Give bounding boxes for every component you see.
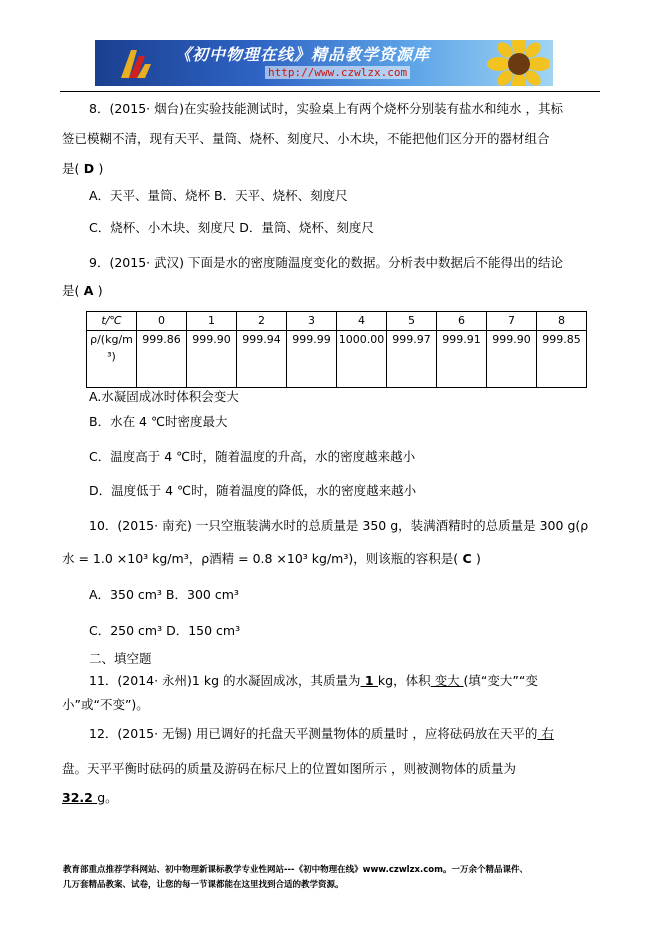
temp-cell: 0 bbox=[137, 312, 187, 331]
temp-cell: 1 bbox=[187, 312, 237, 331]
q8-line1: 8．(2015· 烟台)在实验技能测试时，实验桌上有两个烧杯分别装有盐水和纯水 ，其标 bbox=[89, 101, 563, 116]
q9-option-a: A.水凝固成冰时体积会变大 bbox=[89, 389, 239, 404]
temperature-header: t/℃ bbox=[87, 312, 137, 331]
temp-cell: 6 bbox=[437, 312, 487, 331]
q8-answer-prefix: 是( bbox=[62, 161, 80, 176]
q11-line2: 小”或“不变”)。 bbox=[62, 697, 149, 712]
sunflower-icon bbox=[479, 40, 549, 86]
density-cell: 999.85 bbox=[537, 331, 587, 388]
q8-line3 bbox=[62, 159, 103, 177]
q11-middle: kg，体积 bbox=[377, 673, 431, 688]
q12-prefix: 12．(2015· 无锡) 用已调好的托盘天平测量物体的质量时 ，应将砝码放在天平的 bbox=[89, 726, 538, 741]
q12-line1 bbox=[89, 724, 554, 742]
header-banner bbox=[95, 40, 553, 86]
q8-answer: D bbox=[79, 161, 99, 176]
banner-title: 《初中物理在线》精品教学资源库 bbox=[175, 45, 431, 64]
q9-answer: A bbox=[79, 283, 98, 298]
density-header: ρ/(kg/m³) bbox=[87, 331, 137, 388]
q9-answer-prefix: 是( bbox=[62, 283, 80, 298]
q9-line1: 9．(2015· 武汉) 下面是水的密度随温度变化的数据。分析表中数据后不能得出的结论 bbox=[89, 255, 563, 270]
temp-cell: 8 bbox=[537, 312, 587, 331]
q9-option-c: C．温度高于 4 ℃时，随着温度的升高，水的密度越来越小 bbox=[89, 449, 416, 464]
q10-answer: C bbox=[458, 551, 476, 566]
temp-cell: 5 bbox=[387, 312, 437, 331]
q10-answer-prefix: 水 = 1.0 ×10³ kg/m³，ρ酒精 = 0.8 ×10³ kg/m³)，则该瓶的容积是( bbox=[62, 551, 459, 566]
q8-line2: 签已模糊不清，现有天平、量筒、烧杯、刻度尺、小木块，不能把他们区分开的器材组合 bbox=[62, 131, 550, 146]
temp-cell: 4 bbox=[337, 312, 387, 331]
density-cell: 999.91 bbox=[437, 331, 487, 388]
q12-suffix: g。 bbox=[97, 790, 118, 805]
temp-cell: 7 bbox=[487, 312, 537, 331]
header-rule bbox=[60, 91, 600, 92]
density-cell: 999.99 bbox=[287, 331, 337, 388]
density-table bbox=[86, 311, 587, 388]
q10-line2 bbox=[62, 549, 481, 567]
density-cell: 999.86 bbox=[137, 331, 187, 388]
q9-line2 bbox=[62, 281, 103, 299]
section-heading: 二、填空题 bbox=[89, 651, 152, 666]
density-row bbox=[87, 331, 587, 388]
footer-line2: 几万套精品教案、试卷，让您的每一节课都能在这里找到合适的教学资源。 bbox=[63, 880, 344, 890]
q8-option-c-d: C．烧杯、小木块、刻度尺 D．量筒、烧杯、刻度尺 bbox=[89, 220, 374, 235]
page-footer bbox=[63, 863, 528, 893]
q9-option-b: B．水在 4 ℃时密度最大 bbox=[89, 414, 228, 429]
temperature-row bbox=[87, 312, 587, 331]
q12-line2: 盘。天平平衡时砝码的质量及游码在标尺上的位置如图所示 ，则被测物体的质量为 bbox=[62, 761, 516, 776]
banner-url[interactable]: http://www.czwlzx.com bbox=[265, 66, 410, 79]
q10-option-a-b: A．350 cm³ B．300 cm³ bbox=[89, 587, 239, 602]
density-cell: 1000.00 bbox=[337, 331, 387, 388]
density-cell: 999.94 bbox=[237, 331, 287, 388]
density-cell: 999.90 bbox=[187, 331, 237, 388]
q11-blank-volume: 变大 bbox=[430, 673, 464, 688]
q11-line1 bbox=[89, 671, 538, 689]
q11-blank-mass: 1 bbox=[360, 673, 378, 688]
q10-answer-suffix: ) bbox=[476, 551, 481, 566]
q12-blank-mass: 32.2 bbox=[62, 790, 98, 805]
q12-blank-pan: 右 bbox=[537, 726, 554, 741]
q8-option-a-b: A．天平、量筒、烧杯 B．天平、烧杯、刻度尺 bbox=[89, 188, 348, 203]
q12-line3 bbox=[62, 788, 118, 806]
q10-option-c-d: C．250 cm³ D．150 cm³ bbox=[89, 623, 241, 638]
q11-prefix: 11．(2014· 永州)1 kg 的水凝固成冰，其质量为 bbox=[89, 673, 361, 688]
temp-cell: 3 bbox=[287, 312, 337, 331]
q11-suffix: (填“变大”“变 bbox=[463, 673, 538, 688]
q9-option-d: D．温度低于 4 ℃时，随着温度的降低，水的密度越来越小 bbox=[89, 483, 417, 498]
site-logo-icon bbox=[115, 44, 155, 82]
density-cell: 999.90 bbox=[487, 331, 537, 388]
density-cell: 999.97 bbox=[387, 331, 437, 388]
temp-cell: 2 bbox=[237, 312, 287, 331]
q9-answer-suffix: ) bbox=[97, 283, 103, 298]
q8-answer-suffix: ) bbox=[98, 161, 104, 176]
q10-line1: 10．(2015· 南充) 一只空瓶装满水时的总质量是 350 g，装满酒精时的总质量是 300 g(ρ bbox=[89, 518, 589, 533]
footer-line1: 教育部重点推荐学科网站、初中物理新课标教学专业性网站---《初中物理在线》www.czwlzx.com。一万余个精品课件、 bbox=[63, 865, 528, 875]
